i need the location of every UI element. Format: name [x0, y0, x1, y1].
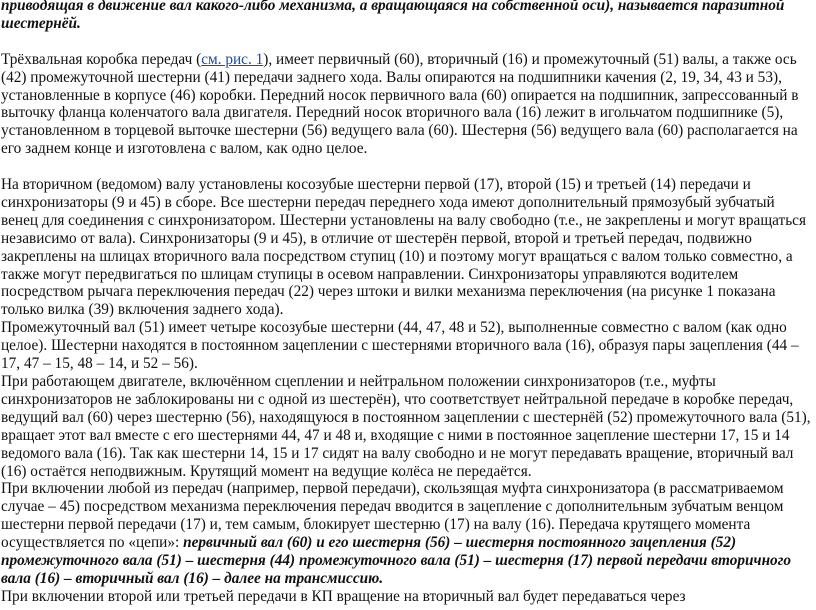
second-third-gear-paragraph: При включении второй или третьей передачи в КП вращение на вторичный вал будет передаваться через [1, 587, 686, 605]
overview-text-rest: ), имеет первичный (60), вторичный (16) и промежуточный (51) валы, а также ось (42) промежуточной шестерни (41) передачи заднего хода. Валы опираются на подшипники качения (2, 19, 34, 43 и 53), установленные в корпусе (46) коробки. Передний носок первичного вала (60) опирается на подшипник, запрессованный в выточку фланца коленчатого вала двигателя. Передний носок вторичного вала (16) лежит в игольчатом подшипнике (5), установленном в торцевой выточке шестерни (56) ведущего вала (60). Шестерня (56) ведущего вала (60) располагается на его заднем конце и изготовлена с валом, как одно целое. [1, 50, 799, 158]
torque-chain-text: первичный вал (60) и его шестерня (56) – шестерня постоянного зацепления (52) промежуточного вала (51) – шестерня (44) промежуточного вала (51) – шестерня (17) первой передачи вторичного вала (16) – вторичный вал (16) – далее на трансмиссию. [1, 534, 791, 587]
paragraph-gap [1, 33, 813, 51]
first-gear-text: При включении любой из передач (например, первой передачи), скользящая муфта синхронизатора (в рассматриваемом случае – 45) посредством механизма переключения передач вводится в зацепление с дополнительным зубчатым венцом шестерни первой передачи (17) и, тем самым, блокирует шестерню (17) на валу (16). Передача крутящего момента осуществляется по «цепи»: [1, 480, 784, 552]
overview-text-start: Трёхвальная коробка передач ( [1, 50, 202, 68]
countershaft-paragraph: Промежуточный вал (51) имеет четыре косозубые шестерни (44, 47, 48 и 52), выполненные совместно с валом (как одно целое). Шестерни находятся в постоянном зацеплении с шестернями вторичного вала (16), образуя пары зацепления (44 – 17, 47 – 15, 48 – 14, и 52 – 56). [1, 319, 799, 373]
paragraph-gap [1, 158, 813, 176]
secondary-shaft-paragraph: На вторичном (ведомом) валу установлены косозубые шестерни первой (17), второй (15) и третьей (14) передачи и синхронизаторы (9 и 45) в сборе. Все шестерни передач переднего хода имеют дополнительный прямозубый зубчатый венец для соединения с синхронизатором. Шестерни установлены на валу свободно (т.е., не закреплены и могут вращаться независимо от вала). Синхронизаторы (9 и 45), в отличие от шестерён первой, второй и третьей передач, подвижно закреплены на шлицах вторичного вала посредством ступиц (10) и поэтому могут вращаться с валом только совместно, а также могут передвигаться по шлицам ступицы в осевом направлении. Синхронизаторы управляются водителем посредством рычага переключения передач (22) через штоки и вилки механизма переключения (на рисунке 1 показана только вилка (39) включения заднего хода). [1, 176, 806, 319]
gearbox-overview-paragraph [1, 51, 813, 158]
figure-1-link[interactable]: см. рис. 1 [201, 50, 264, 68]
neutral-gear-paragraph: При работающем двигателе, включённом сцеплении и нейтральном положении синхронизаторов (т.е., муфты синхронизаторов не заблокированы ни с одной из шестерён), что соответствует нейтральной передаче в коробке передач, ведущий вал (60) через шестерню (56), находящуюся в постоянном зацеплении с шестернёй (52) промежуточного вала (51), вращает этот вал вместе с его шестернями 44, 47 и 48 и, входящие с ними в постоянное зацепление шестерни 17, 15 и 14 ведомого вала (16). Так как шестерни 14, 15 и 17 сидят на валу свободно и не могут передавать вращение, вторичный вал (16) остаётся неподвижным. Крутящий момент на ведущие колёса не передаётся. [1, 373, 811, 480]
intro-paragraph: приводящая в движение вал какого-либо механизма, а вращающаяся на собственной оси), называется паразитной шестернёй. [1, 0, 785, 32]
first-gear-paragraph [1, 480, 813, 587]
